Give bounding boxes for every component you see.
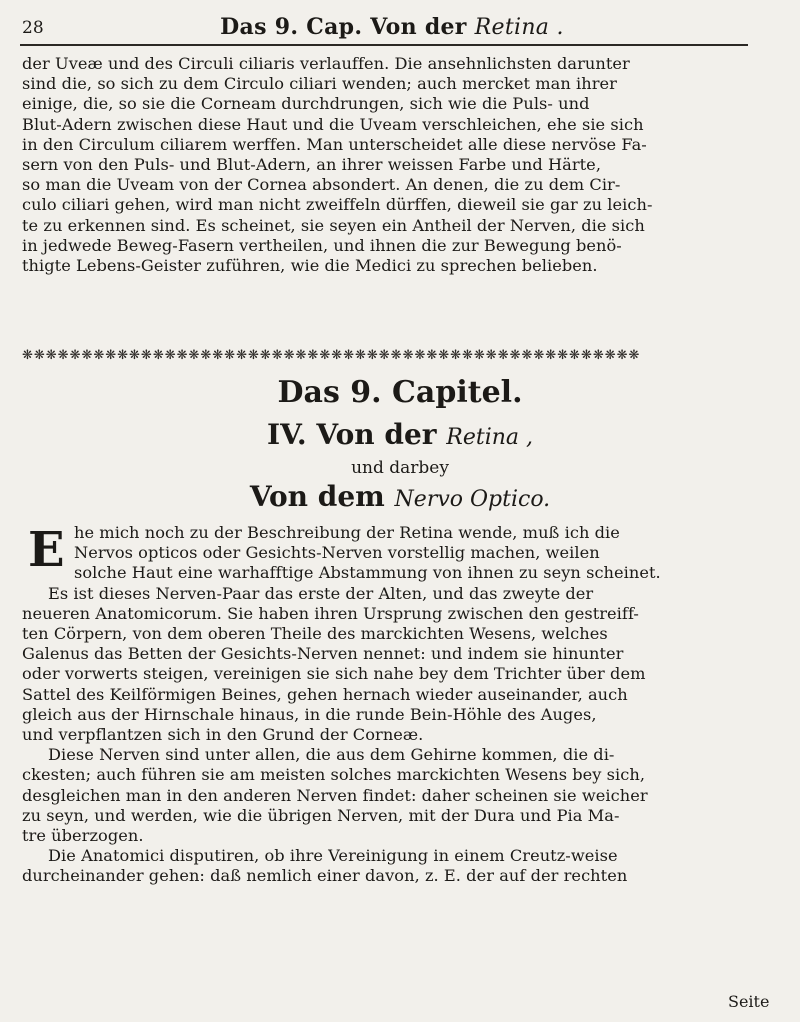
subtitle-italic: Nervo Optico. [394,487,551,512]
text-line: so man die Uveam von der Cornea absondert. An denen, die zu dem Cir- [22,175,621,195]
text-line: sind die, so sich zu dem Circulo ciliari wenden; auch mercket man ihrer [22,74,617,94]
ornament-divider: ❋❋❋❋❋❋❋❋❋❋❋❋❋❋❋❋❋❋❋❋❋❋❋❋❋❋❋❋❋❋❋❋❋❋❋❋❋❋❋❋❋❋❋❋❋❋❋❋❋❋❋❋ [22,348,641,363]
chapter-subtitle-retina [0,418,800,451]
subtitle-text: IV. Von der [267,418,437,451]
text-line: in den Circulum ciliarem werffen. Man unterscheidet alle diese nervöse Fa- [22,134,647,154]
page-header [22,14,762,44]
text-line: te zu erkennen sind. Es scheinet, sie seyen ein Antheil der Nerven, die sich [22,215,645,235]
text-line: und verpflantzen sich in den Grund der Corneæ. [22,725,424,745]
text-line: Galenus das Betten der Gesichts-Nerven nennet: und indem sie hinunter [22,644,624,664]
intro-paragraph [22,54,774,276]
chapter-subtitle-nervo [0,480,800,513]
chapter-title: Das 9. Capitel. [277,375,523,410]
text-line: oder vorwerts steigen, vereinigen sie sich nahe bey dem Trichter über dem [22,664,646,684]
text-line: Diese Nerven sind unter allen, die aus dem Gehirne kommen, die di- [48,745,615,765]
text-line: Die Anatomici disputiren, ob ihre Vereinigung in einem Creutz-weise [48,846,618,866]
text-line: gleich aus der Hirnschale hinaus, in die runde Bein-Höhle des Auges, [22,704,597,724]
header-rule [20,44,748,46]
text-line: solche Haut eine warhafftige Abstammung von ihnen zu seyn scheinet. [74,563,661,583]
subtitle-italic: Retina , [446,425,533,450]
text-line: zu seyn, und werden, wie die übrigen Nerven, mit der Dura und Pia Ma- [22,805,620,825]
text-line: Nervos opticos oder Gesichts-Nerven vorstellig machen, weilen [74,543,600,563]
text-line: ten Cörpern, von dem oberen Theile des marckichten Wesens, welches [22,624,608,644]
text-line: Sattel des Keilförmigen Beines, gehen hernach wieder auseinander, auch [22,684,628,704]
text-line: Blut-Adern zwischen diese Haut und die Uveam verschleichen, ehe sie sich [22,114,644,134]
text-line: thigte Lebens-Geister zuführen, wie die Medici zu sprechen belieben. [22,256,598,276]
text-line: desgleichen man in den anderen Nerven findet: daher scheinen sie weicher [22,785,648,805]
text-line: tre überzogen. [22,826,144,846]
catchword: Seite [728,992,770,1011]
text-line: in jedwede Beweg-Fasern vertheilen, und ihnen die zur Bewegung benö- [22,235,622,255]
text-line: der Uveæ und des Circuli ciliaris verlauffen. Die ansehnlichsten darunter [22,54,630,73]
text-line: sern von den Puls- und Blut-Adern, an ihrer weissen Farbe und Härte, [22,155,602,175]
text-line: ckesten; auch führen sie am meisten solches marckichten Wesens bey sich, [22,765,646,785]
body-paragraphs [22,523,774,887]
text-line: einige, die, so sie die Corneam durchdrungen, sich wie die Puls- und [22,94,590,114]
chapter-subtitle-connector: und darbey [351,458,449,478]
text-line: culo ciliari gehen, wird man nicht zweiffeln dürffen, dieweil sie gar zu leich- [22,195,653,215]
text-line: durcheinander gehen: daß nemlich einer davon, z. E. der auf der rechten [22,866,628,886]
drop-cap-initial: E [28,522,65,578]
page-number: 28 [22,18,44,38]
text-line: Es ist dieses Nerven-Paar das erste der Alten, und das zweyte der [48,583,594,603]
subtitle-text: Von dem [249,480,385,513]
text-line: he mich noch zu der Beschreibung der Retina wende, muß ich die [74,523,620,542]
running-head-italic: Retina . [474,15,564,40]
text-line: neueren Anatomicorum. Sie haben ihren Ursprung zwischen den gestreiff- [22,603,639,623]
running-head-text: Das 9. Cap. Von der [220,14,467,40]
running-head [22,14,762,40]
